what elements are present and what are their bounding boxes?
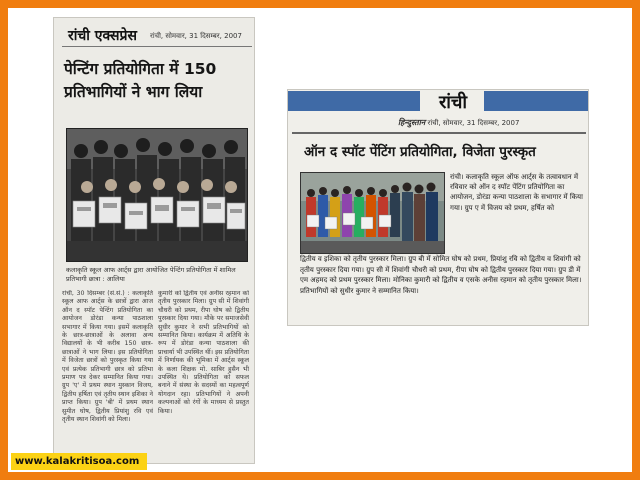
left-article-column-2: कुमारी को द्वितीय एवं अनीस रहमान को तृतीय पुरस्कार मिला। ग्रुप सी में शिवांगी चौधरी को प्रथम, रीपा घोष को द्वितीय पुरस्कार दिया गया। मौके पर समाजसेवी सुधीर कुमार ने सभी प्रतिभागियों को सम्मानित किया। कार्यक्रम में अतिथि के रूप में डोरंडा कन्या पाठशाला की प्राचार्या भी उपस्थित थीं। इस प्रतियोगिता में निर्णायक की भूमिका में आर्ट्स स्कूल के कला शिक्षक मो. साबिर हुसैन भी उपस्थित थे। प्रतियोगिता को सफल बनाने में संस्था के सदस्यों का महत्वपूर्ण योगदान रहा। प्रतिभागियों ने अपनी कल्पनाओं को रंगों के माध्यम से प्रस्तुत किया। (158, 290, 249, 415)
masthead-bar-right (484, 91, 588, 111)
divider (292, 132, 586, 134)
right-dateline: रांची, सोमवार, 31 दिसम्बर, 2007 (427, 119, 520, 127)
left-photo-caption: कलाकृति स्कूल आफ आर्ट्स द्वारा आयोजित पेन्टिंग प्रतियोगिता में शामिल प्रतिभागी छात्रा : आलिया (66, 266, 236, 283)
website-url-label: www.kalakritisoa.com (11, 453, 147, 470)
right-city-heading: रांची (438, 92, 468, 113)
left-group-photo (66, 128, 248, 262)
left-dateline: रांची, सोमवार, 31 दिसम्बर, 2007 (150, 32, 242, 40)
left-masthead (62, 25, 252, 47)
right-paper-name: हिन्दुस्तान (398, 117, 426, 127)
left-article-column-1: रांची, 30 दिसम्बर (सं.सं.) : कलाकृति स्कूल आफ आर्ट्स के छात्रों द्वारा आज ऑन द स्पॉट पेन्टिंग प्रतियोगिता का आयोजन डोरंडा कन्या पाठशाला सभागार में किया गया। इसमें कलाकृति के छात्र-छात्राओं के अलावा अन्य विद्यालयों के भी करीब 150 छात्र-छात्राओं ने भाग लिया। इस प्रतियोगिता में विजेता छात्रों को पुरस्कृत किया गया एवं प्रत्येक प्रतिभागी छात्र को प्रतिभा प्रमाण पत्र देकर सम्मानित किया गया। ग्रुप 'ए' में प्रथम स्थान मुस्कान विजय, द्वितीय हर्षिता एवं तृतीय स्थान इशिका ने प्राप्त किया। ग्रुप 'बी' में प्रथम स्थान सुमीत घोष, द्वितीय प्रियांशु रवि एवं तृतीय स्थान शिवांगी को मिला। (62, 290, 153, 424)
group-photo-image (301, 173, 445, 254)
masthead-bar-left (288, 91, 420, 111)
left-masthead-name: रांची एक्सप्रेस (68, 28, 137, 44)
right-dateline-row (398, 117, 588, 128)
right-newspaper-clipping (287, 89, 589, 326)
right-headline: ऑन द स्पॉट पेंटिंग प्रतियोगिता, विजेता पुरस्कृत (304, 144, 536, 160)
children-with-paintings-photo (67, 129, 248, 262)
right-group-photo (300, 172, 445, 254)
right-article-body: द्वितीय व इशिका को तृतीय पुरस्कार मिला। ग्रुप बी में सोमित घोष को प्रथम, प्रियांशु रवि को द्वितीय व शिवांगी को तृतीय पुरस्कार दिया गया। ग्रुप सी में शिवांगी चौधरी को प्रथम, रीपा घोष को द्वितीय पुरस्कार दिया गया। ग्रुप डी में एम अहमद को प्रथम पुरस्कार मिला। मोनिका कुमारी को द्वितीय व एसके अनीस रहमान को तृतीय पुरस्कार मिला। प्रतिभागियों को सुधीर कुमार ने सम्मानित किया। (300, 255, 582, 295)
left-headline: पेन्टिंग प्रतियोगिता में 150 प्रतिभागियों ने भाग लिया (64, 60, 217, 101)
right-article-intro: रांची। कलाकृति स्कूल ऑफ आर्ट्स के तत्वावधान में रविवार को ऑन द स्पॉट पेंटिंग प्रतियोगिता का आयोजन, डोरंडा कन्या पाठशाला के सभागार में किया गया। ग्रुप ए में विजय को प्रथम, हर्षित को (450, 173, 583, 212)
left-newspaper-clipping (53, 17, 255, 464)
